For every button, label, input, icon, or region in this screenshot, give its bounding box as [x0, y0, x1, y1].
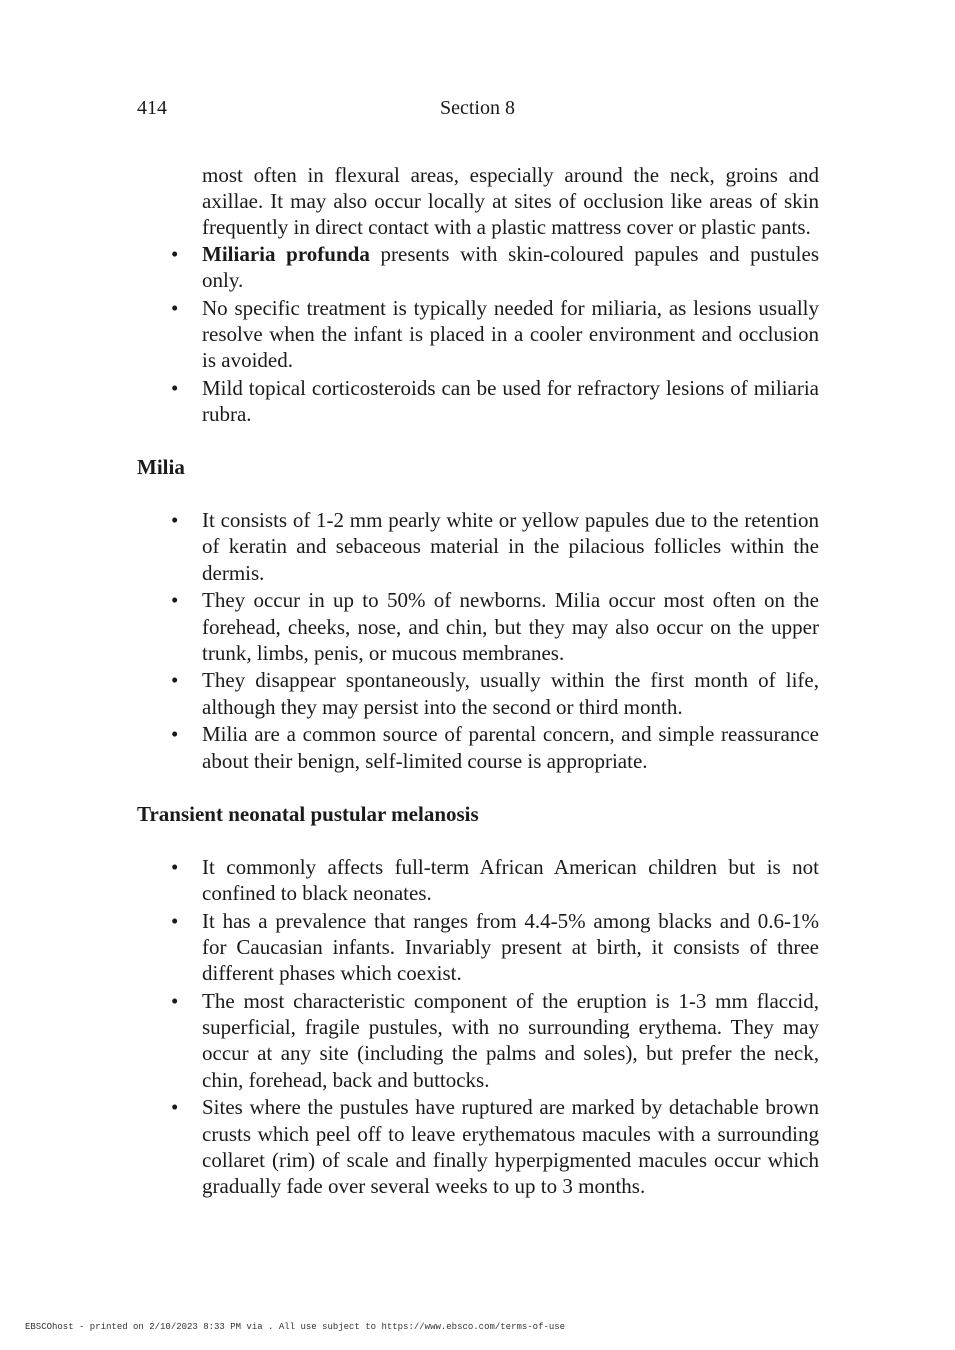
list-item-text: The most characteristic component of the eruption is 1-3 mm flaccid, superficial, fragile pustules, with no surrounding erythema. They may occur at any site (including the palms and soles), but prefer the neck, chin, forehead, back and buttocks. [202, 988, 819, 1092]
list-item-text: They disappear spontaneously, usually within the first month of life, although they may persist into the second or third month. [202, 668, 819, 719]
list-item [137, 507, 819, 586]
list-item-text: Milia are a common source of parental concern, and simple reassurance about their benign, self-limited course is appropriate. [202, 722, 819, 773]
milia-heading: Milia [137, 455, 185, 480]
list-item [137, 375, 819, 427]
page-number: 414 [137, 97, 167, 119]
bullet-glyph: • [171, 375, 179, 400]
list-item [137, 908, 819, 987]
list-item-text: Sites where the pustules have ruptured are marked by detachable brown crusts which peel off to leave erythematous macules with a surrounding collaret (rim) of scale and finally hyperpigmented macules occur which gradually fade over several weeks to up to 3 months. [202, 1095, 819, 1198]
list-item [137, 721, 819, 773]
list-item [137, 241, 819, 293]
bullet-glyph: • [171, 908, 179, 933]
bullet-glyph: • [171, 722, 179, 747]
list-item-text: They occur in up to 50% of newborns. Milia occur most often on the forehead, cheeks, nose, and chin, but they may also occur on the upper trunk, limbs, penis, or mucous membranes. [202, 588, 819, 665]
bullet-glyph: • [171, 1095, 179, 1120]
list-item-text: It has a prevalence that ranges from 4.4-5% among blacks and 0.6-1% for Caucasian infants. Invariably present at birth, it consists of three different phases which coexist. [202, 908, 819, 986]
ebsco-footer: EBSCOhost - printed on 2/10/2023 8:33 PM via . All use subject to https://www.ebsco.com/terms-of-use [25, 1322, 566, 1332]
miliaria-treatment-text: No specific treatment is typically needed for miliaria, as lesions usually resolve when the infant is placed in a cooler environment and occlusion is avoided. [202, 295, 819, 372]
milia-bullet-list [137, 507, 819, 774]
continuation-paragraph: most often in flexural areas, especially around the neck, groins and axillae. It may also occur locally at sites of occlusion like areas of skin frequently in direct contact with a plastic mattress cover or plastic pants. [202, 163, 819, 240]
running-head: Section 8 [440, 97, 515, 119]
bullet-glyph: • [171, 588, 179, 613]
list-item-text: It consists of 1-2 mm pearly white or yellow papules due to the retention of keratin and sebaceous material in the pilacious follicles within the dermis. [202, 508, 819, 585]
miliaria-steroids-text: Mild topical corticosteroids can be used for refractory lesions of miliaria rubra. [202, 375, 819, 426]
list-item [137, 854, 819, 906]
list-item-text: It commonly affects full-term African American children but is not confined to black neonates. [202, 854, 819, 906]
miliaria-profunda-text: presents with skin-coloured papules and pustules only. [202, 241, 819, 292]
list-item [137, 988, 819, 1093]
bullet-glyph: • [171, 241, 179, 266]
list-item [137, 295, 819, 374]
list-item [137, 587, 819, 666]
list-item [137, 1094, 819, 1199]
bullet-glyph: • [171, 854, 179, 879]
bullet-glyph: • [171, 508, 179, 533]
miliaria-bullet-list [137, 241, 819, 427]
tnpm-heading: Transient neonatal pustular melanosis [137, 801, 479, 826]
miliaria-profunda-term: Miliaria profunda [202, 241, 370, 266]
bullet-glyph: • [171, 988, 179, 1013]
page-body [137, 162, 819, 1201]
bullet-glyph: • [171, 668, 179, 693]
bullet-glyph: • [171, 295, 179, 320]
tnpm-bullet-list [137, 854, 819, 1199]
list-item [137, 667, 819, 719]
